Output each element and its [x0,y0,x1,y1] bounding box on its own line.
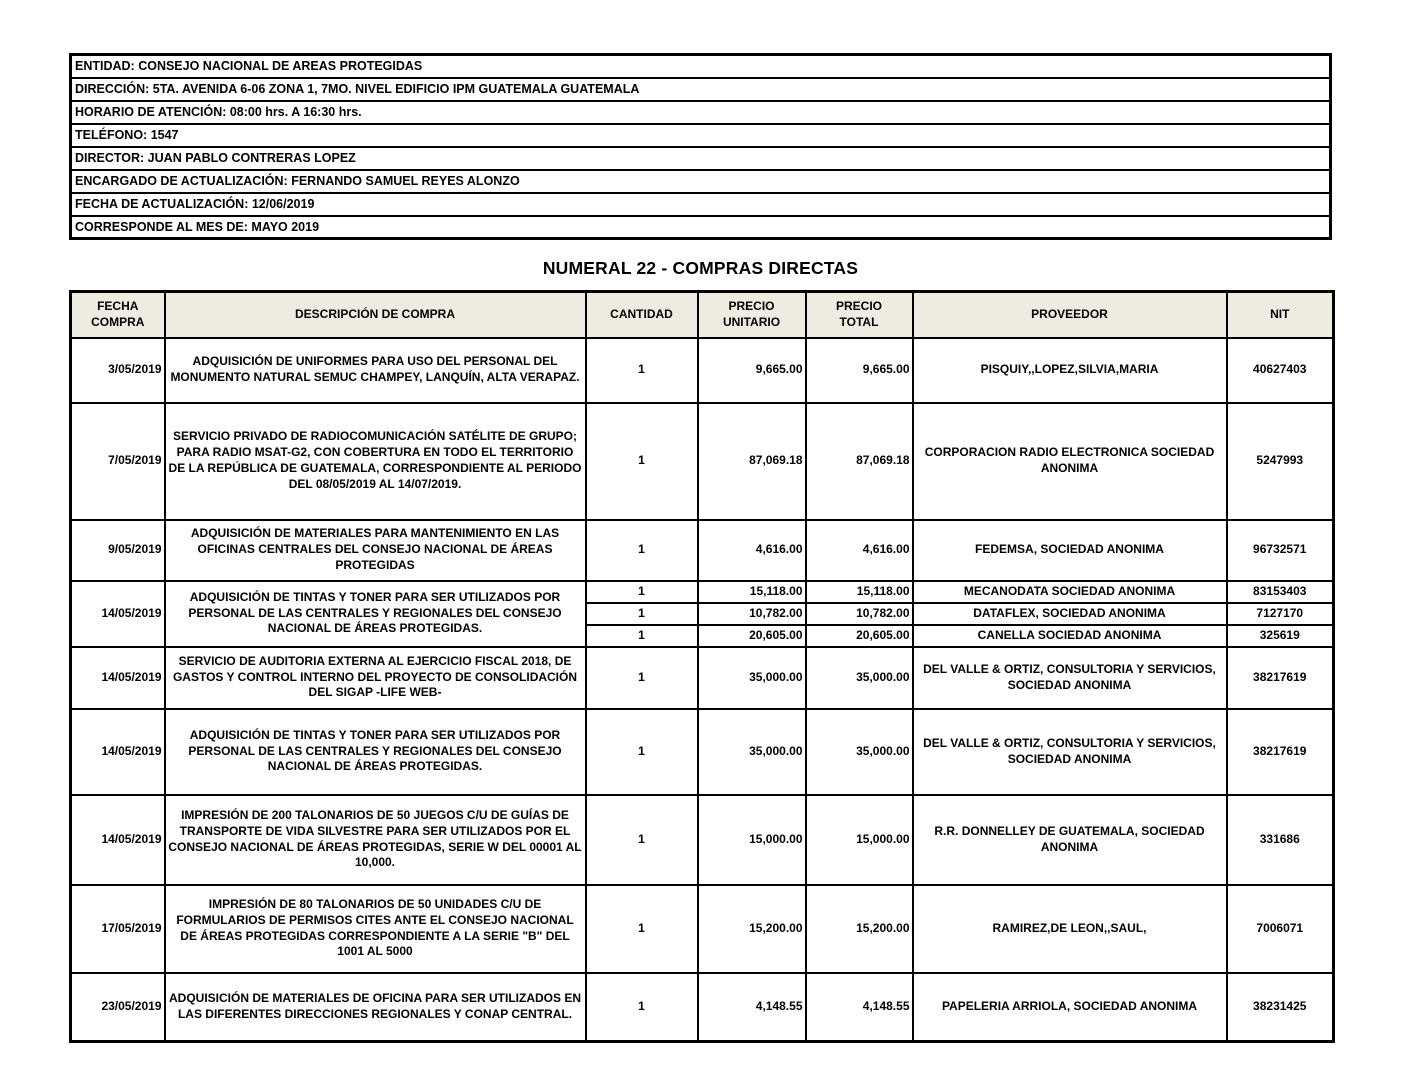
cell-proveedor: DEL VALLE & ORTIZ, CONSULTORIA Y SERVICIOS, SOCIEDAD ANONIMA [913,647,1227,709]
cell-proveedor: FEDEMSA, SOCIEDAD ANONIMA [913,520,1227,581]
cell-descripcion: ADQUISICIÓN DE MATERIALES PARA MANTENIMIENTO EN LAS OFICINAS CENTRALES DEL CONSEJO NACIONAL DE ÁREAS PROTEGIDAS [165,520,586,581]
cell-precio-unitario: 35,000.00 [698,647,806,709]
cell-fecha: 3/05/2019 [71,338,165,403]
table-row [71,709,1334,795]
table-row [71,973,1334,1042]
header-nit: NIT [1227,292,1334,338]
cell-precio-total: 35,000.00 [806,709,913,795]
cell-cantidad: 1 [586,581,698,603]
table-row [71,581,1334,603]
cell-proveedor: MECANODATA SOCIEDAD ANONIMA [913,581,1227,603]
cell-descripcion: ADQUISICIÓN DE TINTAS Y TONER PARA SER UTILIZADOS POR PERSONAL DE LAS CENTRALES Y REGIONALES DEL CONSEJO NACIONAL DE ÁREAS PROTEGIDAS. [165,581,586,647]
cell-precio-unitario: 4,148.55 [698,973,806,1042]
cell-fecha: 7/05/2019 [71,403,165,520]
cell-precio-total: 35,000.00 [806,647,913,709]
cell-descripcion: IMPRESIÓN DE 200 TALONARIOS DE 50 JUEGOS C/U DE GUÍAS DE TRANSPORTE DE VIDA SILVESTRE PARA SER UTILIZADOS POR EL CONSEJO NACIONAL DE ÁREAS PROTEGIDAS, SERIE W DEL 00001 AL 10,000. [165,795,586,885]
cell-cantidad: 1 [586,625,698,647]
header-descripcion: DESCRIPCIÓN DE COMPRA [165,292,586,338]
cell-precio-total: 4,148.55 [806,973,913,1042]
cell-cantidad: 1 [586,709,698,795]
cell-proveedor: CANELLA SOCIEDAD ANONIMA [913,625,1227,647]
cell-descripcion: ADQUISICIÓN DE MATERIALES DE OFICINA PARA SER UTILIZADOS EN LAS DIFERENTES DIRECCIONES REGIONALES Y CONAP CENTRAL. [165,973,586,1042]
cell-fecha: 17/05/2019 [71,885,165,973]
table-row [71,795,1334,885]
info-row [71,101,1331,124]
cell-nit: 7006071 [1227,885,1334,973]
cell-cantidad: 1 [586,795,698,885]
cell-cantidad: 1 [586,973,698,1042]
header-proveedor: PROVEEDOR [913,292,1227,338]
cell-descripcion: SERVICIO DE AUDITORIA EXTERNA AL EJERCICIO FISCAL 2018, DE GASTOS Y CONTROL INTERNO DEL PROYECTO DE CONSOLIDACIÓN DEL SIGAP -LIFE WEB- [165,647,586,709]
cell-fecha: 14/05/2019 [71,647,165,709]
cell-descripcion: ADQUISICIÓN DE TINTAS Y TONER PARA SER UTILIZADOS POR PERSONAL DE LAS CENTRALES Y REGIONALES DEL CONSEJO NACIONAL DE ÁREAS PROTEGIDAS. [165,709,586,795]
cell-precio-total: 20,605.00 [806,625,913,647]
header-precio-total: PRECIO TOTAL [806,292,913,338]
purchases-table [69,290,1335,1043]
cell-nit: 96732571 [1227,520,1334,581]
header-precio-unitario: PRECIO UNITARIO [698,292,806,338]
header-fecha-compra: FECHA COMPRA [71,292,165,338]
cell-precio-unitario: 9,665.00 [698,338,806,403]
cell-precio-unitario: 15,118.00 [698,581,806,603]
info-row [71,124,1331,147]
address-field: DIRECCIÓN: 5TA. AVENIDA 6-06 ZONA 1, 7MO. NIVEL EDIFICIO IPM GUATEMALA GUATEMALA [71,78,1331,101]
cell-precio-total: 87,069.18 [806,403,913,520]
cell-precio-total: 15,118.00 [806,581,913,603]
cell-cantidad: 1 [586,338,698,403]
cell-proveedor: RAMIREZ,DE LEON,,SAUL, [913,885,1227,973]
cell-fecha: 14/05/2019 [71,795,165,885]
cell-fecha: 9/05/2019 [71,520,165,581]
cell-precio-total: 15,200.00 [806,885,913,973]
cell-nit: 5247993 [1227,403,1334,520]
cell-nit: 83153403 [1227,581,1334,603]
cell-descripcion: ADQUISICIÓN DE UNIFORMES PARA USO DEL PERSONAL DEL MONUMENTO NATURAL SEMUC CHAMPEY, LANQUÍN, ALTA VERAPAZ. [165,338,586,403]
director-field: DIRECTOR: JUAN PABLO CONTRERAS LOPEZ [71,147,1331,170]
info-row [71,55,1331,78]
entity-field: ENTIDAD: CONSEJO NACIONAL DE AREAS PROTEGIDAS [71,55,1331,78]
cell-proveedor: PAPELERIA ARRIOLA, SOCIEDAD ANONIMA [913,973,1227,1042]
cell-precio-total: 10,782.00 [806,603,913,625]
cell-cantidad: 1 [586,403,698,520]
phone-field: TELÉFONO: 1547 [71,124,1331,147]
cell-nit: 40627403 [1227,338,1334,403]
cell-fecha: 23/05/2019 [71,973,165,1042]
cell-descripcion: IMPRESIÓN DE 80 TALONARIOS DE 50 UNIDADES C/U DE FORMULARIOS DE PERMISOS CITES ANTE EL CONSEJO NACIONAL DE ÁREAS PROTEGIDAS CORRESPONDIENTE A LA SERIE "B" DEL 1001 AL 5000 [165,885,586,973]
cell-nit: 331686 [1227,795,1334,885]
cell-nit: 38231425 [1227,973,1334,1042]
cell-proveedor: DEL VALLE & ORTIZ, CONSULTORIA Y SERVICIOS, SOCIEDAD ANONIMA [913,709,1227,795]
cell-precio-unitario: 10,782.00 [698,603,806,625]
info-row [71,147,1331,170]
info-row [71,216,1331,239]
updater-field: ENCARGADO DE ACTUALIZACIÓN: FERNANDO SAMUEL REYES ALONZO [71,170,1331,193]
table-row [71,520,1334,581]
cell-precio-unitario: 87,069.18 [698,403,806,520]
cell-cantidad: 1 [586,603,698,625]
cell-fecha: 14/05/2019 [71,581,165,647]
cell-descripcion: SERVICIO PRIVADO DE RADIOCOMUNICACIÓN SATÉLITE DE GRUPO; PARA RADIO MSAT-G2, CON COBERTURA EN TODO EL TERRITORIO DE LA REPÚBLICA DE GUATEMALA, CORRESPONDIENTE AL PERIODO DEL 08/05/2019 AL 14/07/2019. [165,403,586,520]
table-row [71,338,1334,403]
cell-nit: 7127170 [1227,603,1334,625]
cell-precio-unitario: 20,605.00 [698,625,806,647]
cell-proveedor: R.R. DONNELLEY DE GUATEMALA, SOCIEDAD ANONIMA [913,795,1227,885]
table-header-row [71,292,1334,338]
cell-precio-total: 4,616.00 [806,520,913,581]
cell-nit: 325619 [1227,625,1334,647]
cell-proveedor: CORPORACION RADIO ELECTRONICA SOCIEDAD ANONIMA [913,403,1227,520]
info-row [71,78,1331,101]
cell-cantidad: 1 [586,647,698,709]
cell-nit: 38217619 [1227,647,1334,709]
cell-precio-total: 15,000.00 [806,795,913,885]
table-row [71,403,1334,520]
update-date-field: FECHA DE ACTUALIZACIÓN: 12/06/2019 [71,193,1331,216]
info-row [71,170,1331,193]
table-row [71,647,1334,709]
page-title: NUMERAL 22 - COMPRAS DIRECTAS [542,258,859,278]
cell-precio-unitario: 35,000.00 [698,709,806,795]
info-row [71,193,1331,216]
hours-field: HORARIO DE ATENCIÓN: 08:00 hrs. A 16:30 hrs. [71,101,1331,124]
cell-precio-unitario: 4,616.00 [698,520,806,581]
cell-precio-unitario: 15,000.00 [698,795,806,885]
cell-precio-unitario: 15,200.00 [698,885,806,973]
cell-proveedor: PISQUIY,,LOPEZ,SILVIA,MARIA [913,338,1227,403]
cell-nit: 38217619 [1227,709,1334,795]
report-month-field: CORRESPONDE AL MES DE: MAYO 2019 [71,216,1331,239]
cell-proveedor: DATAFLEX, SOCIEDAD ANONIMA [913,603,1227,625]
entity-info-block [69,53,1332,240]
table-row [71,885,1334,973]
cell-cantidad: 1 [586,885,698,973]
cell-fecha: 14/05/2019 [71,709,165,795]
header-cantidad: CANTIDAD [586,292,698,338]
cell-cantidad: 1 [586,520,698,581]
cell-precio-total: 9,665.00 [806,338,913,403]
